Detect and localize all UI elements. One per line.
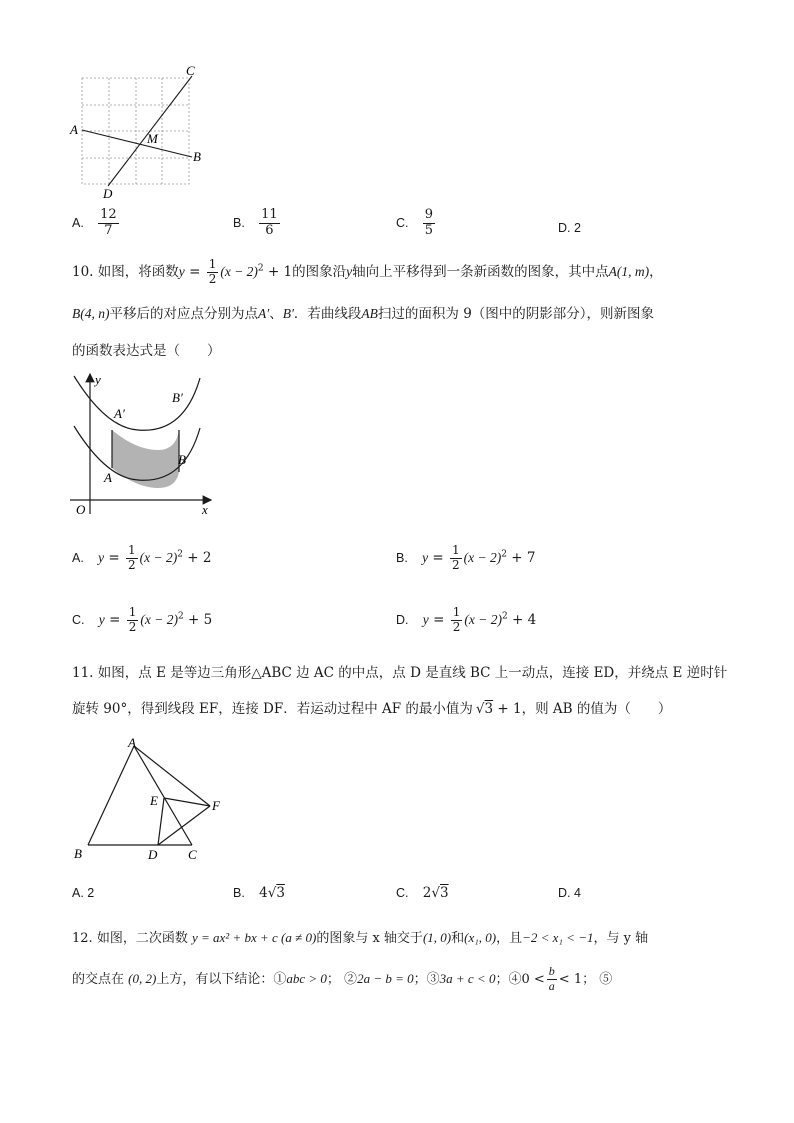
q9-grid-figure <box>66 62 216 202</box>
frac-den: 2 <box>452 619 461 634</box>
tail: + 2 <box>187 549 212 566</box>
semicolon: ； <box>582 971 596 987</box>
exponent: 2 <box>177 611 184 622</box>
frac-num: 11 <box>261 207 278 222</box>
exponent: 2 <box>501 611 508 622</box>
sqrt-value: 3 <box>276 885 285 901</box>
label-B: B <box>74 846 82 861</box>
tail: + 4 <box>511 611 537 628</box>
semicolon: ； <box>326 971 340 987</box>
frac-den: 7 <box>104 222 113 238</box>
option-label: C. <box>396 215 409 230</box>
marker: ④ <box>508 971 522 987</box>
option-label: D. 2 <box>558 221 581 235</box>
frac-num: b <box>548 964 555 978</box>
label-B: B <box>193 149 201 164</box>
text: 如图，将函数 <box>97 263 179 280</box>
text: 的交点在 <box>72 971 125 987</box>
option-label: C. <box>396 886 409 900</box>
option-label: D. <box>396 612 409 627</box>
segment-AB-text: AB <box>361 306 378 321</box>
q10-option-c[interactable] <box>72 606 212 635</box>
q12-line-1 <box>72 927 648 946</box>
frac-den: 2 <box>452 557 460 572</box>
q12-line-2 <box>72 965 612 994</box>
exponent: 2 <box>177 549 183 560</box>
label-C: C <box>188 847 197 862</box>
q10-option-a[interactable] <box>72 544 211 573</box>
equals: = <box>104 611 125 628</box>
point-A-prime: A′ <box>258 306 270 321</box>
equation: y = ax² + bx + c (a ≠ 0) <box>191 930 317 945</box>
label-A: A <box>104 470 112 485</box>
question-number: 11. <box>72 665 94 681</box>
option-label: A. 2 <box>72 886 95 900</box>
q10-option-d[interactable] <box>396 606 536 635</box>
text: ．若曲线段 <box>293 306 362 322</box>
label-D: D <box>103 186 113 201</box>
question-number: 12. <box>72 931 93 946</box>
side-AC <box>134 746 192 845</box>
frac-den: 5 <box>424 222 434 238</box>
label-B-prime: B′ <box>172 390 183 405</box>
label-y: y <box>95 372 101 387</box>
frac-den: a <box>548 978 555 993</box>
q11-triangle-figure <box>70 734 230 864</box>
point-B-prime: B′ <box>282 306 294 321</box>
option-label: C. <box>72 612 85 627</box>
text: 的图象沿 <box>292 263 347 280</box>
semicolon: ； <box>495 971 509 987</box>
var-y: y <box>422 611 429 627</box>
text: 和 <box>451 931 465 946</box>
conclusion-4-left: 0 < <box>521 971 545 987</box>
label-A: A <box>128 735 136 750</box>
text: 上方，有以下结论：① <box>156 971 287 987</box>
label-A-prime: A′ <box>114 406 125 421</box>
frac-num: 1 <box>452 543 460 557</box>
q11-line-1 <box>72 661 727 681</box>
text: 平移后的对应点分别为点 <box>109 306 258 322</box>
q11-line-2: 旋转 90°，得到线段 EF，连接 DF．若运动过程中 AF 的最小值为 √3 + 1，则 AB 的值为（ ） <box>72 701 672 717</box>
plus-one: + 1 <box>263 263 293 280</box>
q10-line-3 <box>72 339 221 359</box>
q11-option-d[interactable] <box>558 885 581 901</box>
point-B: B(4, n) <box>72 306 110 321</box>
equals: = <box>184 263 205 280</box>
text: 轴向上平移得到一条新函数的图象，其中点 <box>352 263 609 280</box>
q9-option-d[interactable] <box>558 220 581 236</box>
text: 的图象与 x 轴交于 <box>316 931 423 946</box>
q10-line-2 <box>72 302 654 322</box>
sqrt-value: 3 <box>484 701 494 717</box>
var-y: y <box>346 263 353 279</box>
q9-option-c[interactable] <box>396 208 437 239</box>
option-label: A. <box>72 215 84 230</box>
coef: 4 <box>259 885 268 901</box>
frac-den: 2 <box>128 619 137 634</box>
point-1-0: (1, 0) <box>422 930 452 945</box>
label-E: E <box>150 793 158 808</box>
label-x: x <box>202 502 208 517</box>
text: ，则 AB 的值为（ ） <box>521 701 672 717</box>
q10-option-b[interactable] <box>396 544 535 573</box>
semicolon: ； <box>413 971 427 987</box>
frac-num: 1 <box>128 543 136 557</box>
q10-line-1 <box>72 258 663 287</box>
label-O: O <box>76 502 86 517</box>
point-0-2: (0, 2) <box>128 970 157 986</box>
equals: = <box>104 549 125 566</box>
text: 旋转 90°，得到线段 EF，连接 DF．若运动过程中 AF 的最小值为 <box>72 701 473 717</box>
label-M: M <box>147 131 158 146</box>
conclusion-3: 3a + c < 0 <box>439 970 496 986</box>
expr: (x − 2) <box>220 263 258 279</box>
tail: + 7 <box>511 549 536 566</box>
frac-den: 2 <box>128 557 136 572</box>
frac-den: 2 <box>208 271 217 286</box>
segment-DF <box>158 806 210 845</box>
question-number: 10. <box>72 263 94 280</box>
text: ，且 <box>496 931 523 946</box>
label-B: B <box>178 452 186 467</box>
coef: 2 <box>422 885 432 901</box>
option-label: B. <box>233 215 245 230</box>
sep: 、 <box>269 306 283 322</box>
marker: ② <box>344 971 358 987</box>
segment-ED <box>158 798 164 845</box>
frac-num: 1 <box>452 605 461 619</box>
tail: + 5 <box>187 611 213 628</box>
q11-option-c[interactable]: C. 2√3 <box>396 885 449 901</box>
option-label: B. <box>396 550 408 565</box>
label-C: C <box>186 63 195 78</box>
label-A: A <box>70 122 78 137</box>
side-AB <box>88 746 134 845</box>
point-x1-0: (x₁, 0) <box>464 930 497 945</box>
segment-AB <box>82 130 192 157</box>
var-y: y <box>422 549 429 565</box>
grid-lines <box>82 78 189 184</box>
q9-option-a[interactable] <box>72 208 121 239</box>
frac-num: 1 <box>208 257 217 271</box>
text: 如图，二次函数 <box>96 931 188 946</box>
expr: (x − 2) <box>139 549 178 565</box>
var-y: y <box>98 549 105 565</box>
frac-num: 12 <box>100 207 117 222</box>
segment-AF <box>134 746 210 806</box>
frac-den: 6 <box>265 222 274 238</box>
shaded-region <box>112 430 179 488</box>
option-label: D. 4 <box>558 886 581 900</box>
sqrt-value: 3 <box>440 885 449 901</box>
exponent: 2 <box>257 263 264 274</box>
option-label: B. <box>233 886 245 900</box>
text: 扫过的面积为 9（图中的阴影部分），则新图象 <box>377 306 655 322</box>
text: ，与 y 轴 <box>593 931 649 946</box>
option-label: A. <box>72 550 84 565</box>
q11-option-b[interactable]: B. 4√3 <box>233 885 285 901</box>
q10-parabola-figure <box>66 368 226 520</box>
plus-one: + 1 <box>493 701 522 717</box>
conclusion-4-right: < 1 <box>558 971 583 987</box>
frac-num: 1 <box>128 605 137 619</box>
expr: (x − 2) <box>140 611 178 627</box>
text: 的函数表达式是（ ） <box>72 343 221 359</box>
label-D: D <box>148 847 158 862</box>
expr: (x − 2) <box>463 549 502 565</box>
expr: (x − 2) <box>464 611 502 627</box>
conclusion-1: abc > 0 <box>286 970 327 986</box>
conclusion-2: 2a − b = 0 <box>357 970 414 986</box>
marker: ③ <box>426 971 440 987</box>
q11-option-a[interactable] <box>72 885 94 901</box>
marker: ⑤ <box>599 971 613 987</box>
var-y: y <box>98 611 105 627</box>
segment-EF <box>164 798 210 806</box>
equals: = <box>428 611 449 628</box>
comma: ， <box>649 263 663 280</box>
point-A: A(1, m) <box>608 263 650 279</box>
text: 如图，点 E 是等边三角形△ABC 边 AC 的中点，点 D 是直线 BC 上一动点，连接 ED，并绕点 E 逆时针 <box>97 665 728 681</box>
label-F: F <box>212 798 220 813</box>
var-y: y <box>178 263 185 279</box>
q9-option-b[interactable] <box>233 208 282 239</box>
equals: = <box>428 549 449 566</box>
inequality: −2 < x₁ < −1 <box>522 930 594 945</box>
exponent: 2 <box>501 549 507 560</box>
frac-num: 9 <box>424 207 434 222</box>
